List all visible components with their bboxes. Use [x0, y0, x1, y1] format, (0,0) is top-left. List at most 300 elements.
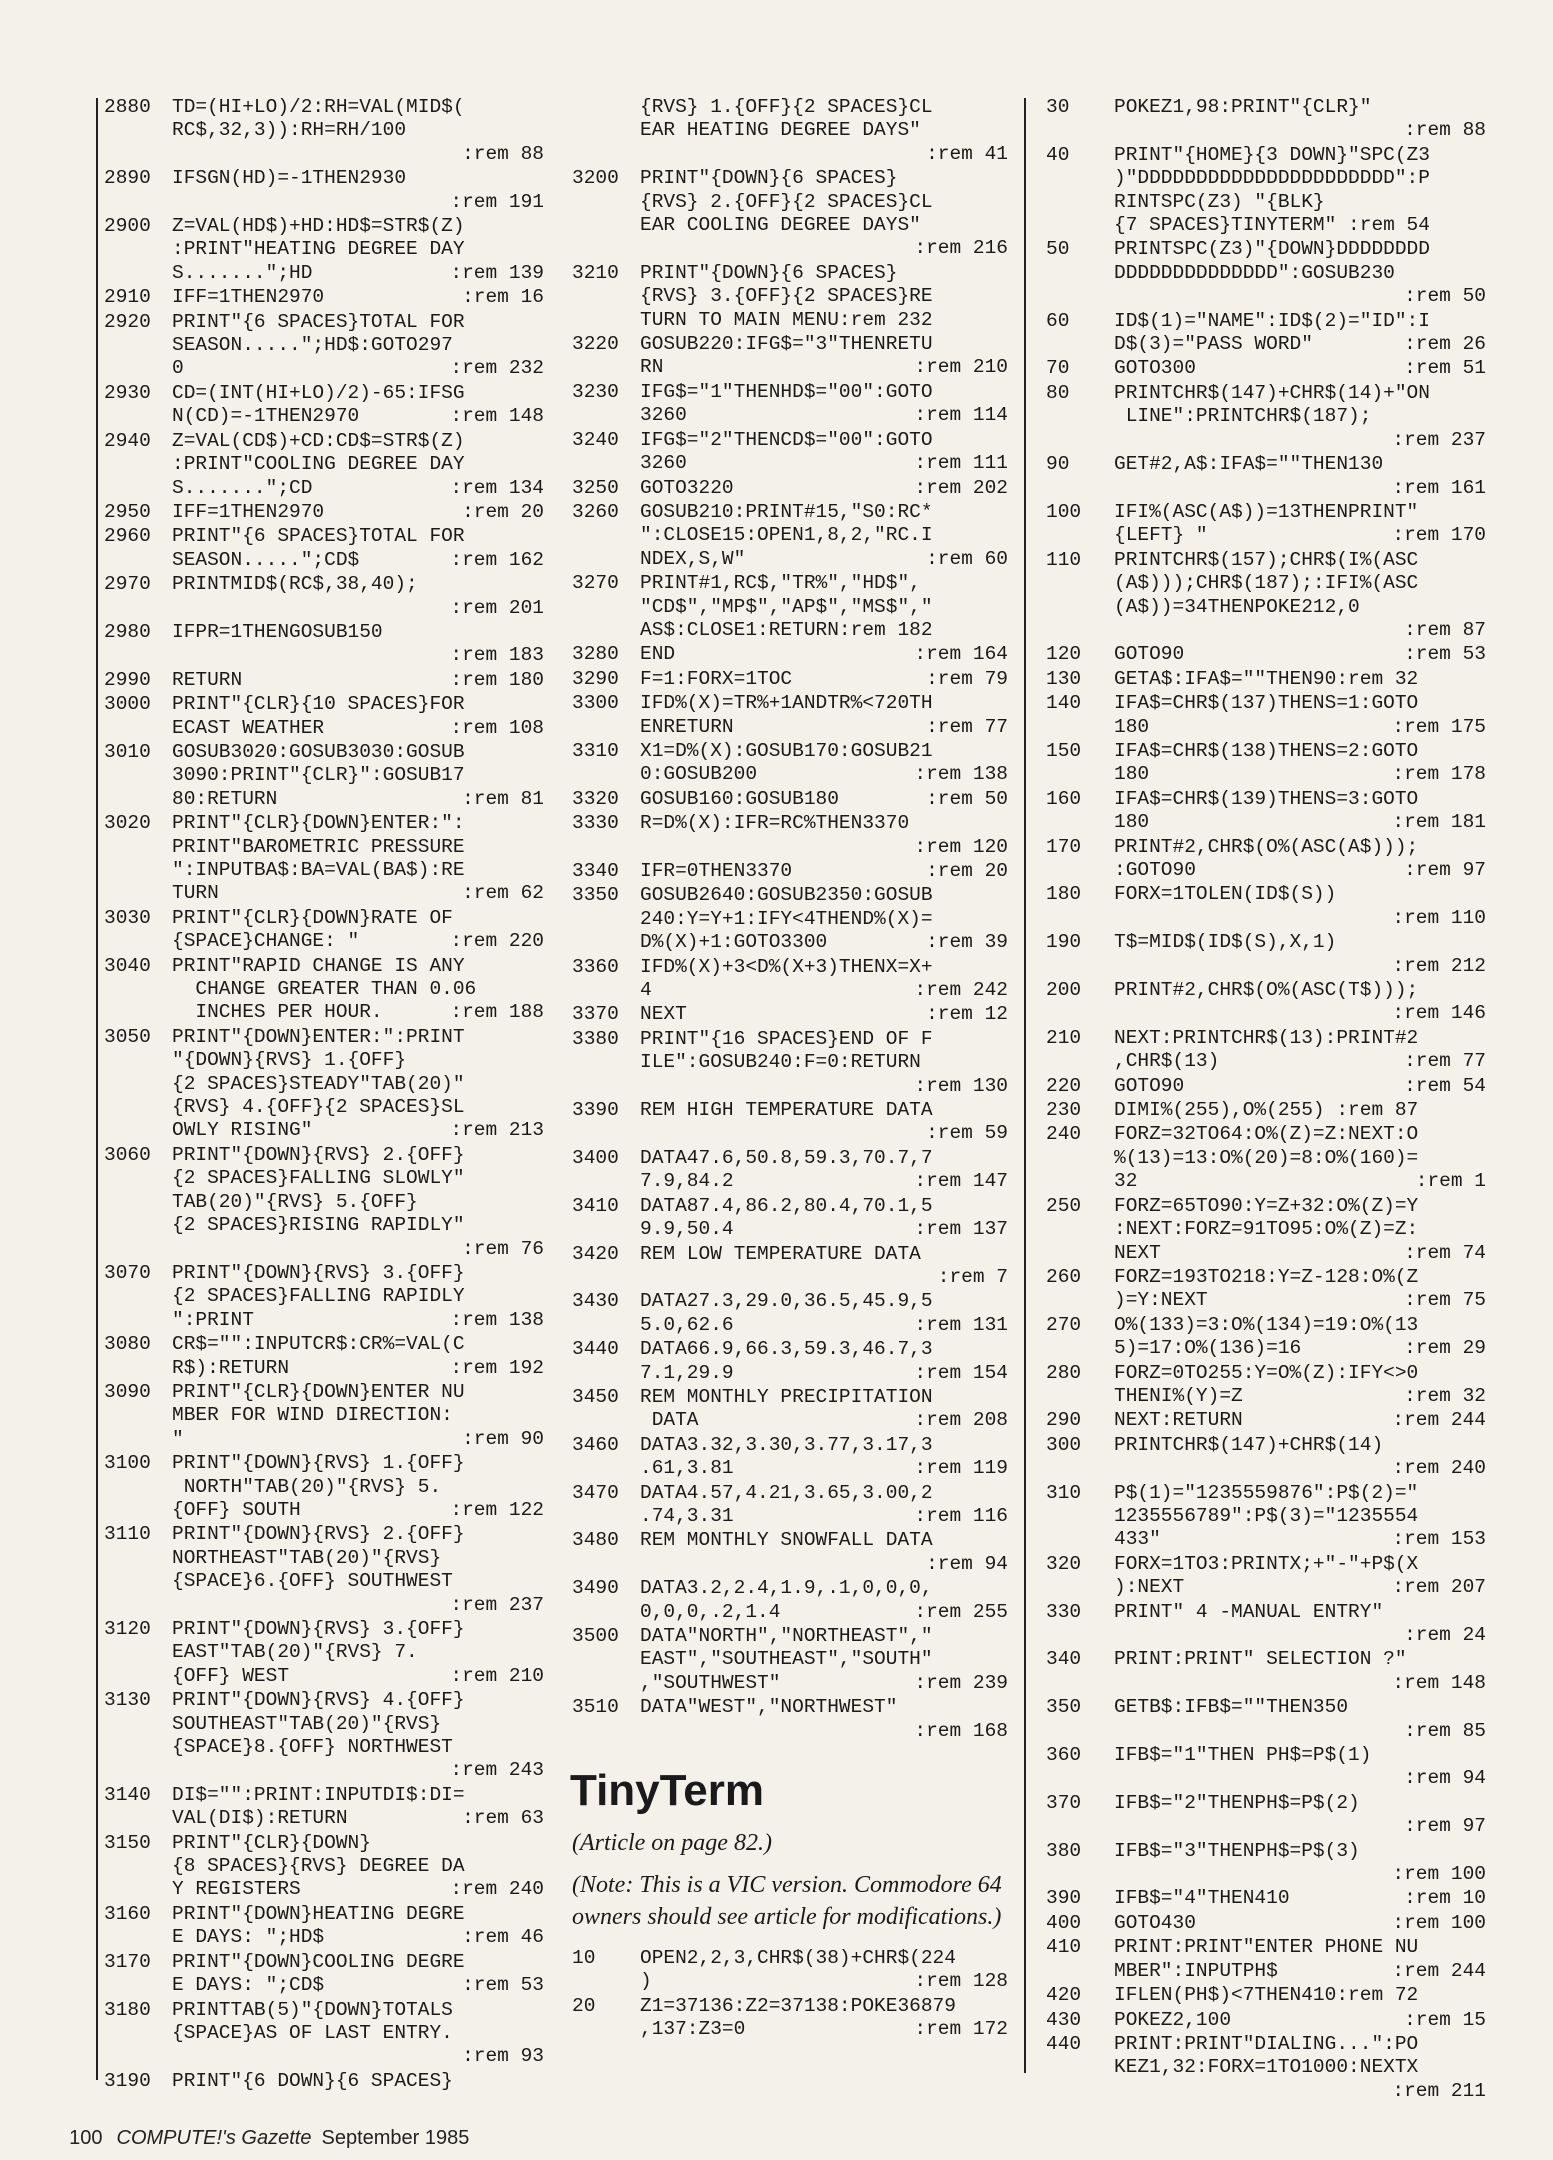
code-segment: ,CHR$(13) — [1114, 1050, 1220, 1073]
rem-checksum: :rem 161 — [1392, 476, 1486, 499]
rem-checksum: :rem 75 — [1404, 1289, 1486, 1312]
code-segment: IFD%(X)+3<D%(X+3)THENX=X+ — [640, 955, 933, 978]
rem-checksum: :rem 178 — [1392, 763, 1486, 786]
line-number: 410 — [1046, 1936, 1082, 1959]
rem-checksum: :rem 15 — [1404, 2008, 1486, 2031]
line-number: 2900 — [104, 215, 151, 238]
code-text — [1114, 1984, 1486, 2007]
line-number: 3170 — [104, 1950, 151, 1973]
code-segment: "{DOWN}{RVS} 1.{OFF} — [172, 1049, 407, 1072]
code-segment: DATA"WEST","NORTHWEST" — [640, 1696, 898, 1719]
code-segment: :PRINT"HEATING DEGREE DAY — [172, 238, 465, 261]
code-segment: GET#2,A$:IFA$=""THEN130 — [1114, 453, 1384, 476]
code-text — [640, 1195, 1008, 1242]
line-number: 90 — [1046, 453, 1070, 476]
code-line — [104, 1999, 544, 2069]
code-line — [572, 501, 1008, 571]
code-line — [572, 884, 1008, 954]
code-segment: THENI%(Y)=Z — [1114, 1384, 1243, 1407]
code-segment: PRINT"{DOWN}{RVS} 4.{OFF} — [172, 1689, 465, 1712]
code-text — [1114, 1936, 1486, 1983]
line-number: 3240 — [572, 428, 619, 451]
code-line — [104, 1333, 544, 1380]
code-line — [1046, 1696, 1486, 1743]
code-text — [1114, 1887, 1486, 1910]
rem-checksum: :rem 153 — [1392, 1528, 1486, 1551]
code-line — [104, 1026, 544, 1143]
code-text — [1114, 1434, 1486, 1481]
code-segment: 5.0,62.6 — [640, 1313, 734, 1336]
code-text — [1114, 453, 1486, 500]
code-segment: 5)=17:O%(136)=16 — [1114, 1337, 1302, 1360]
rem-checksum: :rem 131 — [914, 1313, 1008, 1336]
line-number: 3040 — [104, 954, 151, 977]
code-segment: CR$="":INPUTCR$:CR%=VAL(C — [172, 1333, 465, 1356]
rem-checksum: :rem 20 — [462, 500, 544, 523]
line-number: 2950 — [104, 500, 151, 523]
line-number: 210 — [1046, 1026, 1082, 1049]
line-number: 3430 — [572, 1290, 619, 1313]
code-segment: S.......";HD — [172, 261, 313, 284]
code-line — [104, 955, 544, 1025]
rem-checksum: :rem 29 — [1404, 1337, 1486, 1360]
code-segment: 3090:PRINT"{CLR}":GOSUB17 — [172, 764, 465, 787]
code-line — [104, 215, 544, 285]
code-line — [1046, 1482, 1486, 1552]
code-segment: (A$))=34THENPOKE212,0 — [1114, 595, 1360, 618]
line-number: 3070 — [104, 1261, 151, 1284]
code-text — [172, 1832, 544, 1902]
code-segment: DATA3.2,2.4,1.9,.1,0,0,0, — [640, 1577, 933, 1600]
line-number: 3400 — [572, 1146, 619, 1169]
code-line — [1046, 1075, 1486, 1098]
code-line — [1046, 1648, 1486, 1695]
rem-checksum: :rem 77 — [926, 715, 1008, 738]
rem-checksum: :rem 24 — [1404, 1624, 1486, 1646]
code-segment: CD=(INT(HI+LO)/2)-65:IFSG — [172, 381, 465, 404]
code-segment: {SPACE}8.{OFF} NORTHWEST — [172, 1736, 453, 1759]
code-line — [104, 741, 544, 811]
code-text — [172, 215, 544, 285]
code-line — [1046, 144, 1486, 238]
code-segment: GOSUB160:GOSUB180 — [640, 787, 839, 810]
code-line — [104, 621, 544, 668]
code-segment: IFA$=CHR$(137)THENS=1:GOTO — [1114, 692, 1419, 715]
code-text — [1114, 1027, 1486, 1074]
code-text — [640, 1338, 1008, 1385]
code-line — [1046, 1601, 1486, 1648]
rem-checksum: :rem 146 — [1392, 1002, 1486, 1025]
rem-checksum: :rem 20 — [926, 860, 1008, 882]
rem-checksum: :rem 191 — [450, 190, 544, 213]
code-segment: PRINTSPC(Z3)"{DOWN}DDDDDDDD — [1114, 238, 1430, 261]
line-number: 3420 — [572, 1242, 619, 1265]
code-text — [640, 740, 1008, 787]
code-segment: E DAYS: ";CD$ — [172, 1974, 325, 1997]
code-text — [1114, 788, 1486, 835]
code-segment: .74,3.31 — [640, 1504, 734, 1527]
rem-checksum: :rem 94 — [926, 1552, 1008, 1575]
code-segment: RC$,32,3)):RH=RH/100 — [172, 119, 407, 142]
rem-checksum: :rem 100 — [1392, 1911, 1486, 1934]
code-segment: RETURN — [172, 668, 243, 691]
code-text — [640, 1386, 1008, 1433]
code-segment: DATA27.3,29.0,36.5,45.9,5 — [640, 1290, 933, 1313]
line-number: 3180 — [104, 1998, 151, 2021]
code-segment: PRINT"{DOWN}{6 SPACES} — [640, 261, 898, 284]
code-text — [1114, 692, 1486, 739]
rem-checksum: :rem 213 — [450, 1119, 544, 1142]
code-segment: {RVS} 2.{OFF}{2 SPACES}CL — [640, 190, 933, 213]
rem-checksum: :rem 120 — [914, 835, 1008, 858]
code-line — [572, 1434, 1008, 1481]
line-number: 3380 — [572, 1027, 619, 1050]
code-segment: PRINT"{CLR}{DOWN} — [172, 1831, 371, 1854]
line-number: 3440 — [572, 1338, 619, 1361]
code-text — [640, 860, 1008, 883]
rem-checksum: :rem 210 — [450, 1664, 544, 1687]
line-number: 3480 — [572, 1529, 619, 1552]
rem-checksum: :rem 79 — [926, 667, 1008, 690]
code-segment: {2 SPACES}FALLING SLOWLY" — [172, 1167, 465, 1190]
code-line — [572, 668, 1008, 691]
code-segment: GOSUB220:IFG$="3"THENRETU — [640, 333, 933, 356]
rem-checksum: :rem 76 — [462, 1237, 544, 1260]
line-number: 3230 — [572, 380, 619, 403]
code-segment: 433" — [1114, 1528, 1161, 1551]
code-segment: CHANGE GREATER THAN 0.06 — [172, 978, 477, 1001]
code-text — [172, 525, 544, 572]
code-text — [172, 1452, 544, 1522]
code-segment: PRINT"{6 SPACES}TOTAL FOR — [172, 310, 465, 333]
code-segment: IFSGN(HD)=-1THEN2930 — [172, 167, 407, 190]
code-line — [1046, 1099, 1486, 1122]
line-number: 330 — [1046, 1600, 1082, 1623]
line-number: 3010 — [104, 740, 151, 763]
line-number: 3500 — [572, 1625, 619, 1647]
code-segment: {SPACE}AS OF LAST ENTRY. — [172, 2021, 453, 2044]
code-segment: REM HIGH TEMPERATURE DATA — [640, 1099, 933, 1122]
line-number: 230 — [1046, 1099, 1082, 1122]
code-line — [1046, 1553, 1486, 1600]
code-segment: AS$:CLOSE1:RETURN:rem 182 — [640, 618, 933, 641]
line-number: 2940 — [104, 429, 151, 452]
line-number: 3050 — [104, 1025, 151, 1048]
line-number: 3000 — [104, 693, 151, 716]
code-line — [572, 812, 1008, 859]
line-number: 3140 — [104, 1783, 151, 1806]
code-segment: IFA$=CHR$(139)THENS=3:GOTO — [1114, 787, 1419, 810]
rem-checksum: :rem 216 — [914, 237, 1008, 260]
code-line — [1046, 1123, 1486, 1193]
code-text — [640, 1577, 1008, 1624]
code-segment: END — [640, 643, 676, 666]
line-number: 30 — [1046, 96, 1070, 118]
code-segment: PRINT"{6 DOWN}{6 SPACES} — [172, 2069, 453, 2092]
code-segment: DATA — [640, 1409, 699, 1432]
code-text — [640, 668, 1008, 691]
code-line — [1046, 549, 1486, 643]
rem-checksum: :rem 16 — [462, 286, 544, 309]
code-line — [1046, 1936, 1486, 1983]
code-segment: {7 SPACES}TINYTERM" :rem 54 — [1114, 214, 1430, 237]
code-segment: DATA"NORTH","NORTHEAST"," — [640, 1625, 933, 1647]
code-segment: DATA47.6,50.8,59.3,70.7,7 — [640, 1146, 933, 1169]
rem-checksum: :rem 168 — [914, 1719, 1008, 1742]
code-segment: PRINTCHR$(147)+CHR$(14) — [1114, 1433, 1384, 1456]
line-number: 3280 — [572, 643, 619, 666]
rem-checksum: :rem 88 — [462, 142, 544, 165]
rem-checksum: :rem 59 — [926, 1122, 1008, 1145]
code-segment: PRINT"{DOWN}COOLING DEGRE — [172, 1950, 465, 1973]
code-text — [172, 1784, 544, 1831]
rem-checksum: :rem 111 — [914, 452, 1008, 475]
rem-checksum: :rem 63 — [462, 1807, 544, 1830]
line-number: 3450 — [572, 1385, 619, 1408]
line-number: 3110 — [104, 1523, 151, 1546]
code-line — [104, 1689, 544, 1783]
rem-checksum: :rem 188 — [450, 1001, 544, 1024]
code-segment: RINTSPC(Z3) "{BLK} — [1114, 190, 1325, 213]
code-text — [1114, 2033, 1486, 2103]
code-segment: IFB$="4"THEN410 — [1114, 1887, 1290, 1910]
rem-checksum: :rem 244 — [1392, 1959, 1486, 1982]
code-segment: NEXT — [1114, 1241, 1161, 1264]
line-number: 2980 — [104, 620, 151, 643]
code-segment: ENRETURN — [640, 715, 734, 738]
code-segment: ":CLOSE15:OPEN1,8,2,"RC.I — [640, 524, 933, 547]
code-text — [640, 1243, 1008, 1290]
code-segment: IFI%(ASC(A$))=13THENPRINT" — [1114, 500, 1419, 523]
code-line — [572, 333, 1008, 380]
page-number: 100 — [69, 2127, 103, 2149]
code-text — [640, 1482, 1008, 1529]
line-number: 430 — [1046, 2008, 1082, 2031]
line-number: 3090 — [104, 1380, 151, 1403]
code-text — [172, 621, 544, 668]
code-segment: PRINT"{DOWN}HEATING DEGRE — [172, 1902, 465, 1925]
article-reference: (Article on page 82.) — [572, 1830, 772, 1857]
code-segment: D%(X)+1:GOTO3300 — [640, 931, 828, 954]
code-line — [1046, 453, 1486, 500]
code-line — [1046, 1434, 1486, 1481]
code-segment: MBER FOR WIND DIRECTION: — [172, 1404, 453, 1427]
line-number: 3340 — [572, 860, 619, 882]
code-segment: EAST","SOUTHEAST","SOUTH" — [640, 1648, 933, 1671]
rem-checksum: :rem 170 — [1392, 524, 1486, 547]
code-segment: GOTO430 — [1114, 1911, 1196, 1934]
listing-column-2 — [572, 96, 1008, 2076]
code-text — [1114, 1792, 1486, 1839]
code-line — [572, 1290, 1008, 1337]
code-line — [104, 573, 544, 620]
line-number: 420 — [1046, 1984, 1082, 2007]
line-number: 440 — [1046, 2032, 1082, 2055]
code-segment: NORTH"TAB(20)"{RVS} 5. — [172, 1475, 442, 1498]
code-segment: PRINT"{CLR}{DOWN}ENTER NU — [172, 1380, 465, 1403]
code-line — [572, 1529, 1008, 1576]
rem-checksum: :rem 12 — [926, 1003, 1008, 1026]
code-segment: EAST"TAB(20)"{RVS} 7. — [172, 1641, 418, 1664]
rem-checksum: :rem 147 — [914, 1170, 1008, 1193]
code-line — [104, 907, 544, 954]
code-segment: PRINT"{DOWN}{RVS} 1.{OFF} — [172, 1452, 465, 1475]
line-number: 3360 — [572, 955, 619, 978]
line-number: 3210 — [572, 261, 619, 284]
line-number: 3020 — [104, 812, 151, 835]
line-number: 170 — [1046, 835, 1082, 858]
line-number: 320 — [1046, 1552, 1082, 1575]
code-line — [1046, 382, 1486, 452]
code-text — [1114, 2009, 1486, 2032]
code-segment: PRINT"{DOWN}{RVS} 2.{OFF} — [172, 1143, 465, 1166]
line-number: 3330 — [572, 812, 619, 835]
code-segment: ):NEXT — [1114, 1576, 1185, 1599]
code-segment: 180 — [1114, 811, 1150, 834]
code-line — [572, 96, 1008, 166]
code-segment: {2 SPACES}RISING RAPIDLY" — [172, 1214, 465, 1237]
code-segment: ID$(1)="NAME":ID$(2)="ID":I — [1114, 309, 1430, 332]
code-segment: NORTHEAST"TAB(20)"{RVS} — [172, 1546, 442, 1569]
code-line — [104, 1618, 544, 1688]
code-segment: PRINTMID$(RC$,38,40); — [172, 573, 418, 596]
line-number: 3290 — [572, 667, 619, 690]
code-text — [172, 1333, 544, 1380]
magazine-name: COMPUTE!'s Gazette — [116, 2127, 312, 2149]
code-segment: IFG$="2"THENCD$="00":GOTO — [640, 428, 933, 451]
code-segment: IFF=1THEN2970 — [172, 286, 325, 309]
code-segment: TURN TO MAIN MENU:rem 232 — [640, 308, 933, 331]
code-segment: PRINT"BAROMETRIC PRESSURE — [172, 835, 465, 858]
rem-checksum: :rem 181 — [1392, 811, 1486, 834]
code-text — [1114, 1266, 1486, 1313]
code-line — [104, 1381, 544, 1451]
code-segment: :PRINT"COOLING DEGREE DAY — [172, 453, 465, 476]
code-segment: PRINT"{CLR}{DOWN}RATE OF — [172, 906, 453, 929]
code-text — [1114, 1362, 1486, 1409]
code-text — [640, 1028, 1008, 1098]
code-text — [640, 333, 1008, 380]
line-number: 70 — [1046, 357, 1070, 380]
code-text — [640, 1696, 1008, 1743]
code-line — [1046, 931, 1486, 978]
code-text — [172, 955, 544, 1025]
line-number: 110 — [1046, 548, 1082, 571]
code-text — [1114, 883, 1486, 930]
rem-checksum: :rem 172 — [914, 2018, 1008, 2041]
code-segment: REM LOW TEMPERATURE DATA — [640, 1242, 921, 1265]
code-text — [1114, 931, 1486, 978]
line-number: 300 — [1046, 1433, 1082, 1456]
code-text — [172, 1903, 544, 1950]
code-segment: 1235556789":P$(3)="1235554 — [1114, 1504, 1419, 1527]
code-segment: P$(1)="1235559876":P$(2)=" — [1114, 1481, 1419, 1504]
code-text — [172, 1951, 544, 1998]
line-number: 3270 — [572, 572, 619, 595]
line-number: 3220 — [572, 333, 619, 356]
code-segment: IFPR=1THENGOSUB150 — [172, 620, 383, 643]
code-segment: {RVS} 1.{OFF}{2 SPACES}CL — [640, 96, 933, 118]
rem-checksum: :rem 116 — [914, 1504, 1008, 1527]
code-text — [640, 1290, 1008, 1337]
code-segment: ":INPUTBA$:BA=VAL(BA$):RE — [172, 859, 465, 881]
line-number: 2970 — [104, 573, 151, 596]
code-text — [172, 501, 544, 524]
code-line — [1046, 668, 1486, 691]
code-line — [572, 740, 1008, 787]
code-segment: SEASON.....";HD$:GOTO297 — [172, 334, 453, 357]
rem-checksum: :rem 77 — [1404, 1050, 1486, 1073]
code-segment: GOTO3220 — [640, 476, 734, 499]
code-line — [1046, 1792, 1486, 1839]
rem-checksum: :rem 180 — [450, 668, 544, 691]
code-segment: IFLEN(PH$)<7THEN410:rem 72 — [1114, 1984, 1419, 2007]
line-number: 3310 — [572, 739, 619, 762]
rem-checksum: :rem 130 — [914, 1074, 1008, 1097]
code-segment: DATA4.57,4.21,3.65,3.00,2 — [640, 1481, 933, 1504]
code-line — [572, 692, 1008, 739]
code-text — [640, 1099, 1008, 1146]
rem-checksum: :rem 51 — [1404, 357, 1486, 380]
code-text — [640, 643, 1008, 666]
code-segment: 240:Y=Y+1:IFY<4THEND%(X)= — [640, 907, 933, 930]
line-number: 150 — [1046, 739, 1082, 762]
code-text — [640, 692, 1008, 739]
code-segment: GOSUB2640:GOSUB2350:GOSUB — [640, 884, 933, 907]
line-number: 3250 — [572, 476, 619, 499]
code-segment: IFR=0THEN3370 — [640, 860, 793, 882]
line-number: 3470 — [572, 1481, 619, 1504]
code-text — [172, 96, 544, 166]
code-segment: :GOTO90 — [1114, 859, 1196, 881]
code-text — [172, 1523, 544, 1617]
code-segment: PRINT"{CLR}{10 SPACES}FOR — [172, 693, 465, 716]
rem-checksum: :rem 97 — [1404, 859, 1486, 881]
code-segment: 0 — [172, 357, 184, 380]
code-text — [640, 381, 1008, 428]
code-segment: {OFF} WEST — [172, 1664, 290, 1687]
line-number: 80 — [1046, 381, 1070, 404]
line-number: 280 — [1046, 1361, 1082, 1384]
line-number: 340 — [1046, 1648, 1082, 1671]
rem-checksum: :rem 201 — [450, 596, 544, 619]
code-text — [172, 1618, 544, 1688]
line-number: 3350 — [572, 884, 619, 907]
code-segment: DATA87.4,86.2,80.4,70.1,5 — [640, 1194, 933, 1217]
rem-checksum: :rem 237 — [1392, 428, 1486, 451]
code-segment: GOSUB210:PRINT#15,"S0:RC* — [640, 500, 933, 523]
code-segment: NEXT — [640, 1003, 687, 1026]
line-number: 3030 — [104, 906, 151, 929]
code-line — [1046, 1887, 1486, 1910]
line-number: 310 — [1046, 1481, 1082, 1504]
line-number: 130 — [1046, 667, 1082, 690]
code-line — [1046, 2009, 1486, 2032]
code-line — [572, 381, 1008, 428]
rem-checksum: :rem 54 — [1404, 1074, 1486, 1097]
line-number: 260 — [1046, 1265, 1082, 1288]
code-segment: ILE":GOSUB240:F=0:RETURN — [640, 1051, 921, 1074]
code-segment: MBER":INPUTPH$ — [1114, 1959, 1278, 1982]
rem-checksum: :rem 10 — [1404, 1887, 1486, 1910]
code-line — [1046, 1984, 1486, 2007]
code-line — [572, 1577, 1008, 1624]
code-segment: :NEXT:FORZ=91TO95:O%(Z)=Z: — [1114, 1218, 1419, 1241]
code-segment: IFA$=CHR$(138)THENS=2:GOTO — [1114, 739, 1419, 762]
line-number: 3370 — [572, 1003, 619, 1026]
line-number: 40 — [1046, 143, 1070, 166]
code-line — [1046, 836, 1486, 883]
